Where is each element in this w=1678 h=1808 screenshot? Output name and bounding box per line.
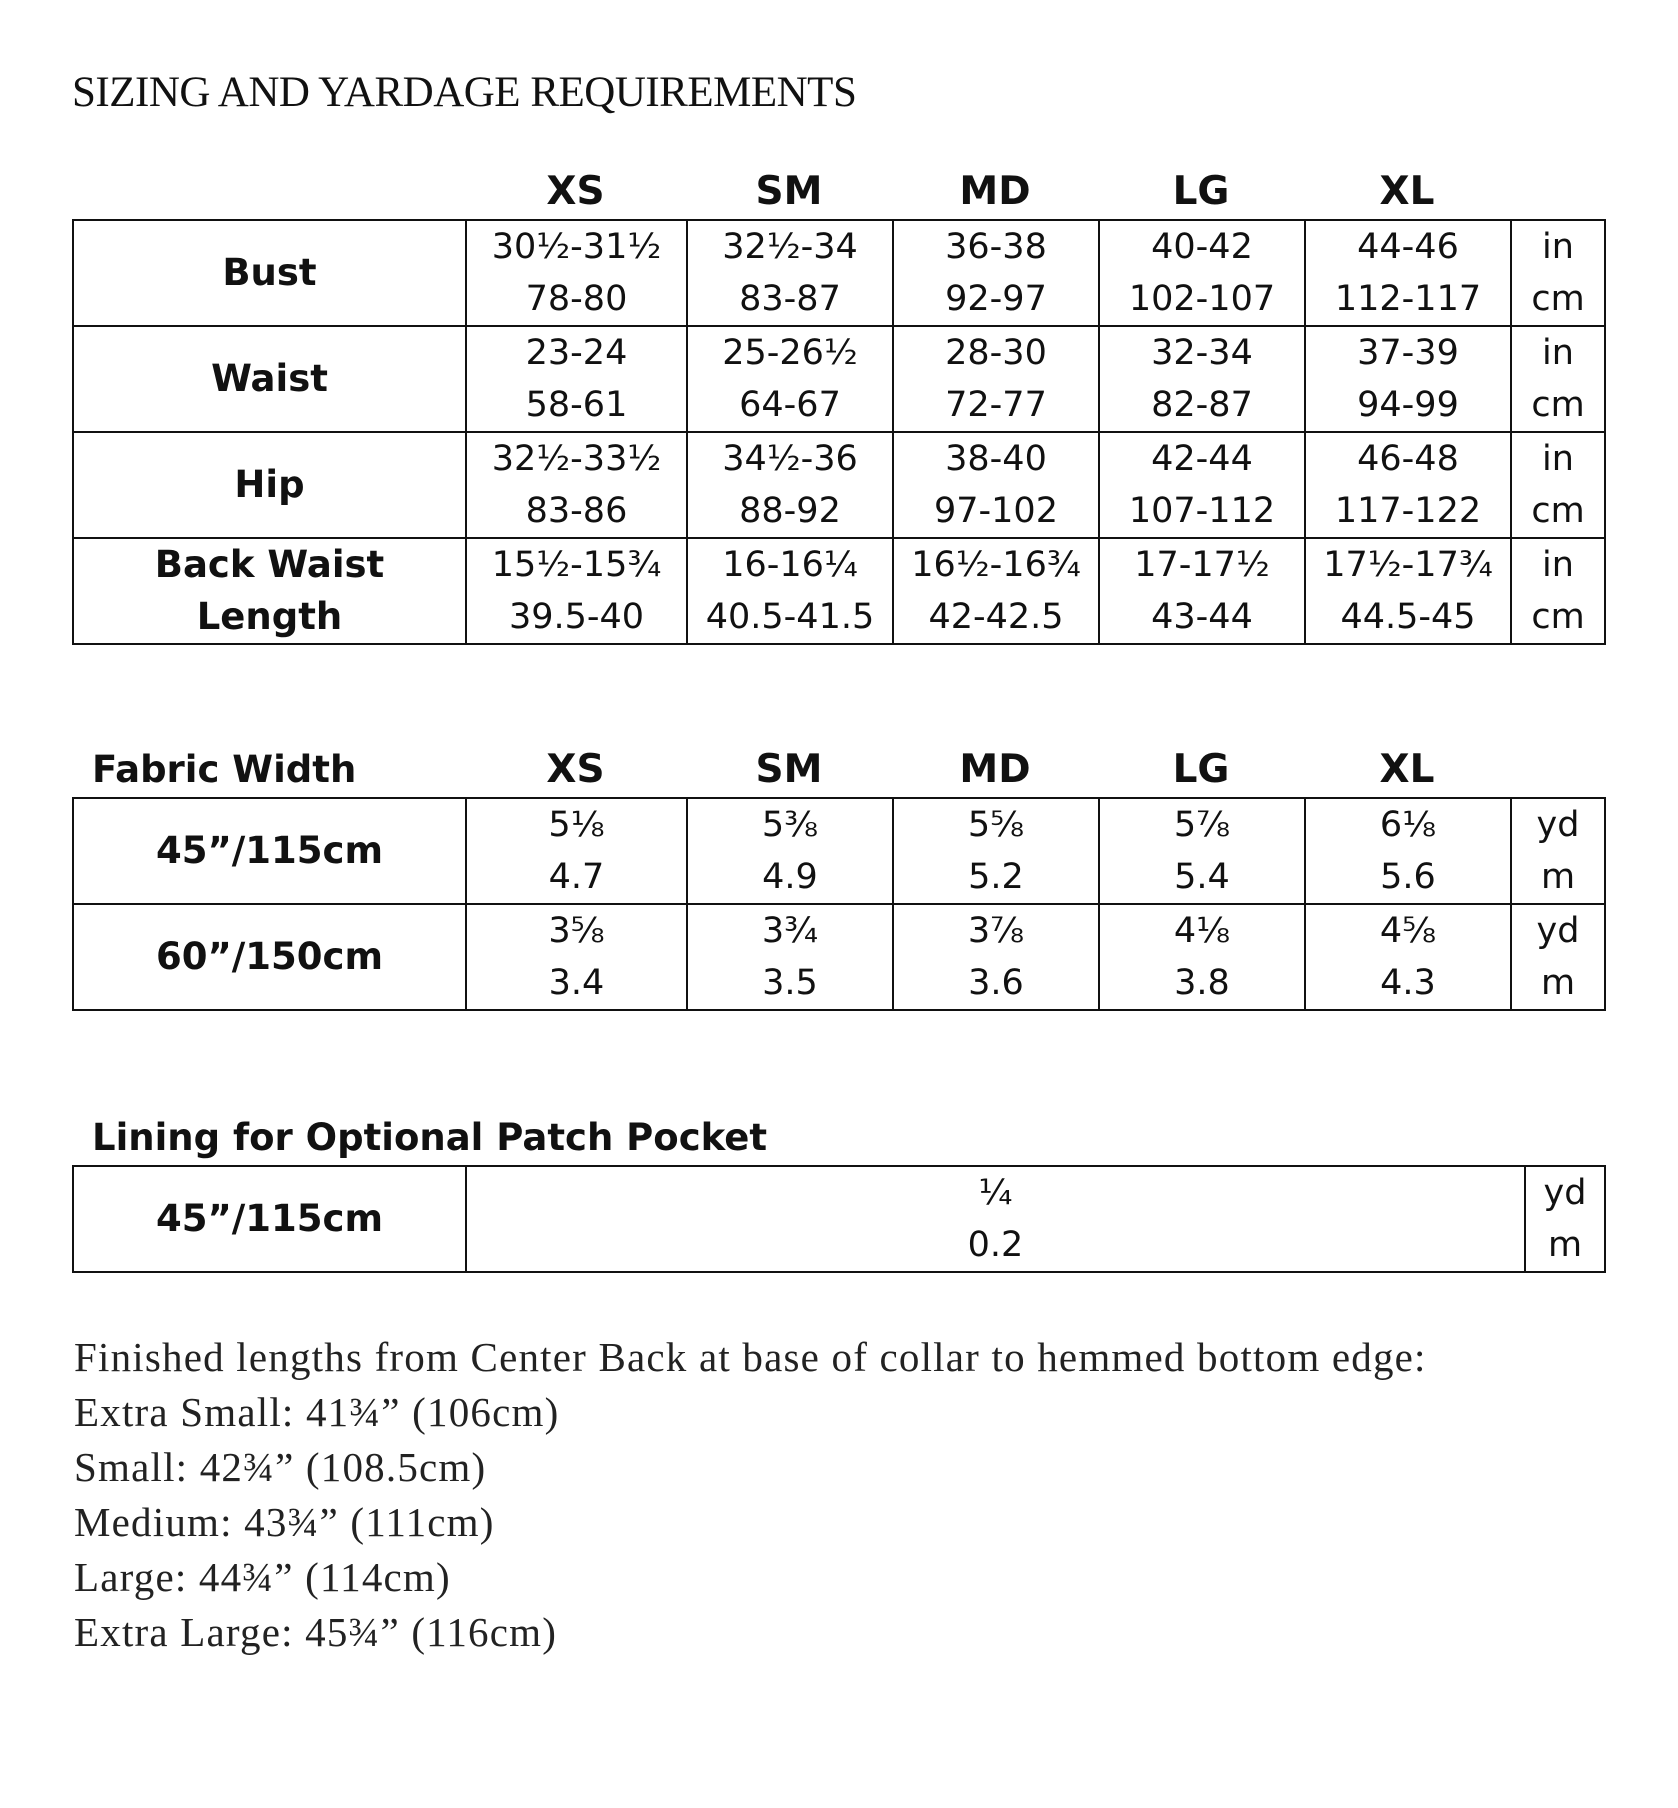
cell: 38-40 97-102 [893,432,1099,538]
table-row [73,326,1605,432]
cell: 30½-31½ 78-80 [466,220,687,326]
cell: 40-42 102-107 [1099,220,1305,326]
row-label-60in: 60”/150cm [73,904,466,1010]
unit-cell: in cm [1511,326,1605,432]
unit-cell: in cm [1511,220,1605,326]
size-header-xl: XL [1379,169,1435,214]
list-item: Small: 42¾” (108.5cm) [74,1444,487,1490]
finished-lengths-notes [74,1330,1427,1660]
cell: 34½-36 88-92 [687,432,893,538]
list-item: Medium: 43¾” (111cm) [74,1499,495,1545]
cell: 15½-15¾ 39.5-40 [466,538,687,644]
size-header-sm: SM [755,747,823,792]
row-label-hip: Hip [73,432,466,538]
size-header-xs: XS [546,169,605,214]
page-title: SIZING AND YARDAGE REQUIREMENTS [72,69,857,116]
cell: 3¾ 3.5 [687,904,893,1010]
body-measurements-table [72,219,1606,645]
size-header-lg: LG [1172,169,1230,214]
cell: 5⅜ 4.9 [687,798,893,904]
list-item: Extra Large: 45¾” (116cm) [74,1609,558,1655]
table-row [73,538,1605,644]
cell: 17-17½ 43-44 [1099,538,1305,644]
size-header-sm: SM [755,169,823,214]
cell: 5⅞ 5.4 [1099,798,1305,904]
row-label-45in: 45”/115cm [73,1166,466,1272]
fabric-yardage-table [72,797,1606,1011]
row-label-back-waist-length: Back Waist Length [73,538,466,644]
cell: 16-16¼ 40.5-41.5 [687,538,893,644]
cell: 37-39 94-99 [1305,326,1511,432]
lining-header-row [0,1108,1678,1168]
cell: 3⅝ 3.4 [466,904,687,1010]
size-header-lg: LG [1172,747,1230,792]
unit-cell: yd m [1511,904,1605,1010]
cell: 4⅝ 4.3 [1305,904,1511,1010]
cell: 32½-33½ 83-86 [466,432,687,538]
cell: 25-26½ 64-67 [687,326,893,432]
cell: 32½-34 83-87 [687,220,893,326]
cell: 44-46 112-117 [1305,220,1511,326]
cell: 6⅛ 5.6 [1305,798,1511,904]
cell: ¼ 0.2 [466,1166,1525,1272]
unit-cell: yd m [1511,798,1605,904]
cell: 23-24 58-61 [466,326,687,432]
cell: 5⅛ 4.7 [466,798,687,904]
cell: 3⅞ 3.6 [893,904,1099,1010]
unit-cell: yd m [1525,1166,1605,1272]
table-row [73,904,1605,1010]
unit-cell: in cm [1511,432,1605,538]
row-label-45in: 45”/115cm [73,798,466,904]
list-item: Large: 44¾” (114cm) [74,1554,451,1600]
cell: 36-38 92-97 [893,220,1099,326]
table-row [73,220,1605,326]
cell: 16½-16¾ 42-42.5 [893,538,1099,644]
size-header-row [0,162,1678,222]
row-label-waist: Waist [73,326,466,432]
size-header-md: MD [959,747,1031,792]
size-header-md: MD [959,169,1031,214]
cell: 4⅛ 3.8 [1099,904,1305,1010]
fabric-header-row [0,740,1678,800]
lining-table [72,1165,1606,1273]
notes-intro: Finished lengths from Center Back at base of collar to hemmed bottom edge: [74,1334,1427,1380]
cell: 17½-17¾ 44.5-45 [1305,538,1511,644]
size-header-xs: XS [546,747,605,792]
lining-label: Lining for Optional Patch Pocket [92,1116,768,1159]
list-item: Extra Small: 41¾” (106cm) [74,1389,560,1435]
size-header-xl: XL [1379,747,1435,792]
unit-cell: in cm [1511,538,1605,644]
table-row [73,1166,1605,1272]
cell: 46-48 117-122 [1305,432,1511,538]
row-label-bust: Bust [73,220,466,326]
cell: 42-44 107-112 [1099,432,1305,538]
cell: 28-30 72-77 [893,326,1099,432]
fabric-width-label: Fabric Width [92,748,357,791]
table-row [73,798,1605,904]
table-row [73,432,1605,538]
cell: 32-34 82-87 [1099,326,1305,432]
cell: 5⅝ 5.2 [893,798,1099,904]
